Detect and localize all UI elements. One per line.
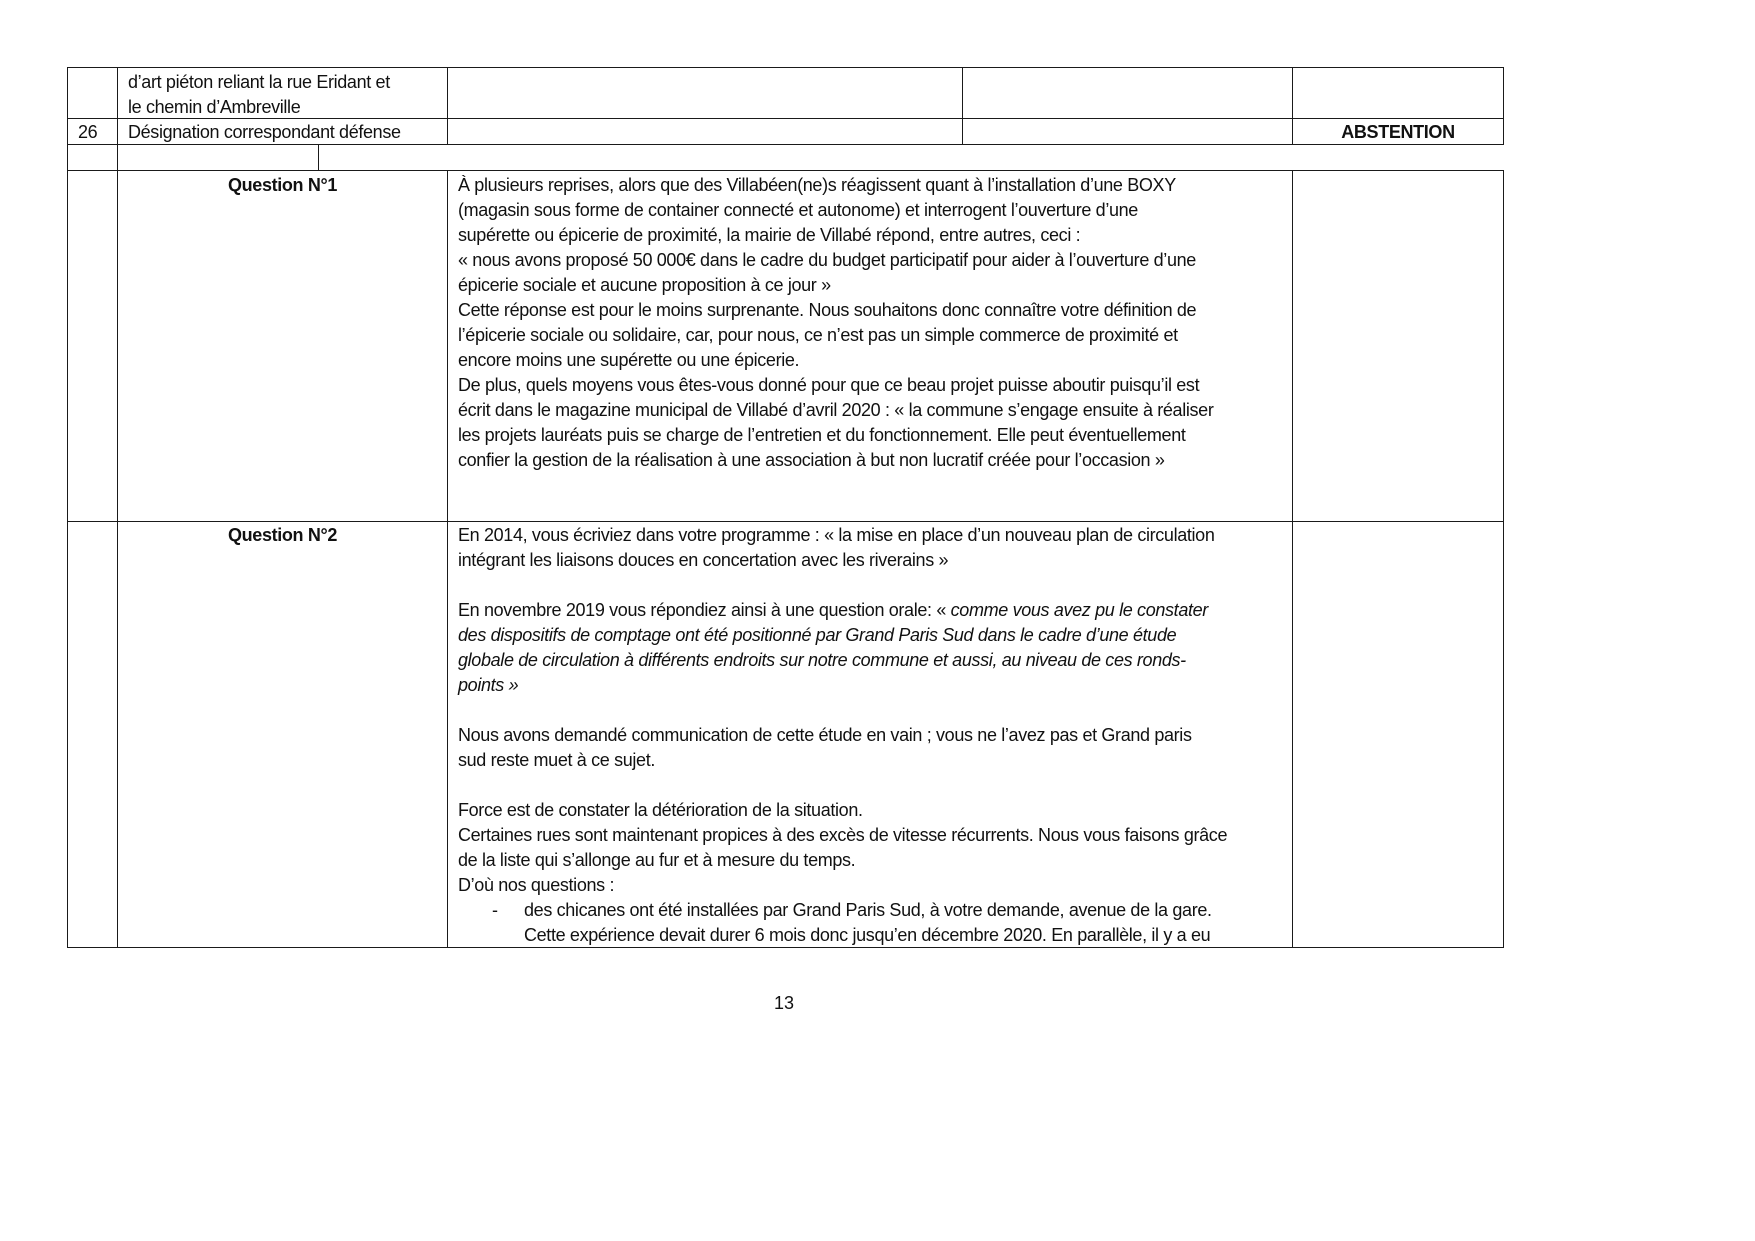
text-line: les projets lauréats puis se charge de l’entretien et du fonctionnement. Elle peut éventuellement [458,425,1186,445]
text-line: Certaines rues sont maintenant propices à des excès de vitesse récurrents. Nous vous faisons grâce [458,825,1228,845]
table-border-left [67,67,68,948]
quote-line: des dispositifs de comptage ont été positionné par Grand Paris Sud dans le cadre d’une étude [458,625,1177,645]
label-line: le chemin d’Ambreville [128,97,301,117]
text-line: écrit dans le magazine municipal de Villabé d’avril 2020 : « la commune s’engage ensuite à réaliser [458,400,1214,420]
question-title: Question N°2 [227,525,337,545]
text-line: De plus, quels moyens vous êtes-vous donné pour que ce beau projet puisse aboutir puisqu’il est [458,375,1200,395]
text-line [458,598,1292,623]
bullet-line: Cette expérience devait durer 6 mois donc jusqu’en décembre 2020. En parallèle, il y a eu [524,925,1211,945]
row-divider [67,521,1504,522]
column-divider [117,67,118,948]
page-number: 13 [773,993,795,1013]
text-line: « nous avons proposé 50 000€ dans le cadre du budget participatif pour aider à l’ouverture d’une [458,250,1196,270]
text-line: En 2014, vous écriviez dans votre programme : « la mise en place d’un nouveau plan de circulation [458,525,1215,545]
bullet-item [458,898,1292,948]
table-border-right [1503,170,1504,948]
blank-line [458,773,1292,798]
row-number: 26 [78,122,98,142]
text-line: confier la gestion de la réalisation à une association à but non lucratif créée pour l’occasion » [458,450,1165,470]
text-line: sud reste muet à ce sujet. [458,750,656,770]
column-divider [447,67,448,145]
text-line: supérette ou épicerie de proximité, la mairie de Villabé répond, entre autres, ceci : [458,225,1081,245]
label-line: d’art piéton reliant la rue Eridant et [128,72,390,92]
column-divider [962,67,963,145]
column-divider [447,170,448,948]
question-title: Question N°1 [227,175,337,195]
text-line: encore moins une supérette ou une épicerie. [458,350,800,370]
quote-line: globale de circulation à différents endroits sur notre commune et aussi, au niveau de ces ronds- [458,650,1186,670]
text-line: Force est de constater la détérioration de la situation. [458,800,863,820]
row-divider [67,170,1504,171]
quote-line: points » [458,675,519,695]
column-divider [318,144,319,171]
table-border-top [67,67,1504,68]
row-label: Désignation correspondant défense [128,122,401,142]
blank-line [458,573,1292,598]
text-line: À plusieurs reprises, alors que des Villabéen(ne)s réagissent quant à l’installation d’une BOXY [458,175,1176,195]
question-body [458,173,1292,473]
text-run: En novembre 2019 vous répondiez ainsi à une question orale: « [458,600,951,620]
bullet-dash-icon: - [492,900,498,920]
bullet-line: des chicanes ont été installées par Grand Paris Sud, à votre demande, avenue de la gare. [524,900,1212,920]
row-label-continuation [128,70,443,120]
text-line: de la liste qui s’allonge au fur et à mesure du temps. [458,850,856,870]
text-line: Nous avons demandé communication de cette étude en vain ; vous ne l’avez pas et Grand paris [458,725,1192,745]
text-line: (magasin sous forme de container connecté et autonome) et interrogent l’ouverture d’une [458,200,1138,220]
quote-italic: comme vous avez pu le constater [950,600,1208,620]
vote-result: ABSTENTION [1341,122,1455,142]
text-line: épicerie sociale et aucune proposition à ce jour » [458,275,831,295]
text-line: intégrant les liaisons douces en concertation avec les riverains » [458,550,949,570]
blank-line [458,698,1292,723]
text-line: l’épicerie sociale ou solidaire, car, pour nous, ce n’est pas un simple commerce de proximité et [458,325,1178,345]
question-body [458,523,1292,948]
text-line: Cette réponse est pour le moins surprenante. Nous souhaitons donc connaître votre définition de [458,300,1197,320]
table-border-right [1503,67,1504,145]
column-divider [1292,170,1293,948]
text-line: D’où nos questions : [458,875,615,895]
